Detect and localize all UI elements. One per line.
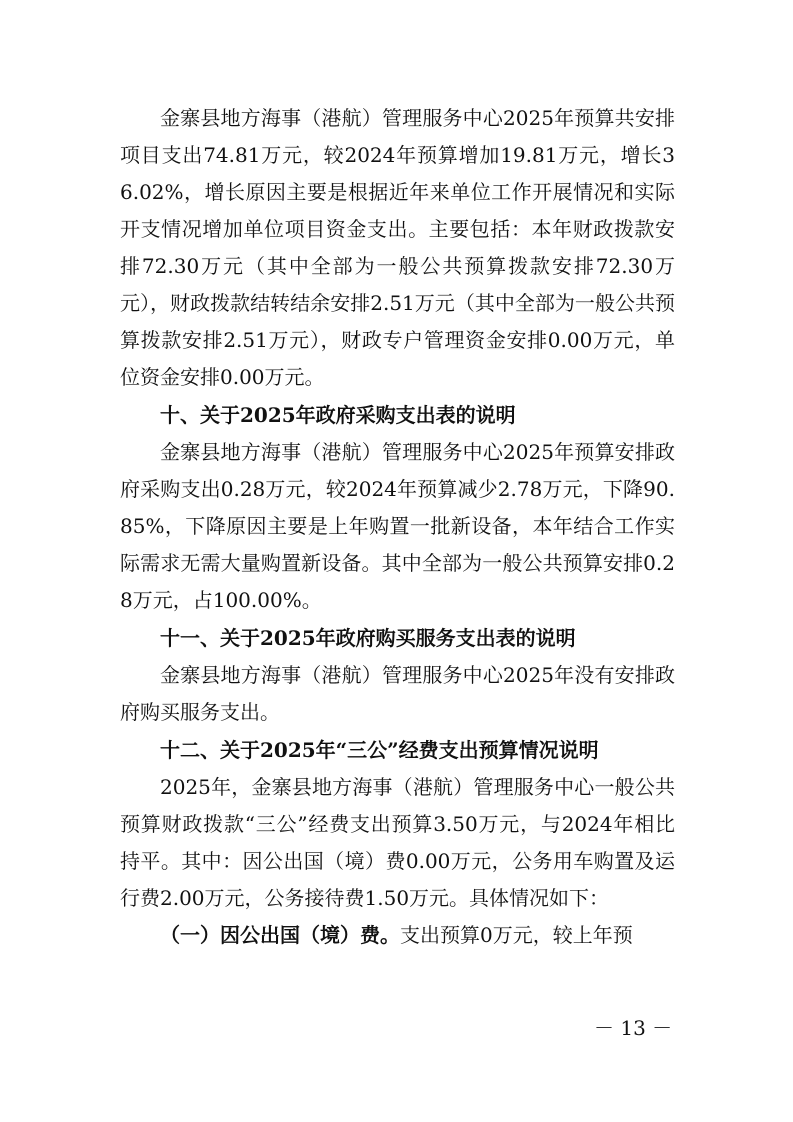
overseas-travel-text: 支出预算0万元，较上年预 xyxy=(400,923,633,947)
heading-section-11: 十一、关于2025年政府购买服务支出表的说明 xyxy=(160,626,576,650)
subheading-overseas-travel: （一）因公出国（境）费。 xyxy=(160,923,400,947)
paragraph-government-service-purchase: 金寨县地方海事（港航）管理服务中心2025年没有安排政府购买服务支出。 xyxy=(120,663,675,724)
heading-section-12: 十二、关于2025年“三公”经费支出预算情况说明 xyxy=(160,738,599,762)
paragraph-government-procurement: 金寨县地方海事（港航）管理服务中心2025年预算安排政府采购支出0.28万元，较2024年预算减少2.78万元，下降90.85%，下降原因主要是上年购置一批新设备，本年结合工作实际需求无需大量购置新设备。其中全部为一般公共预算安排0.28万元，占100.00%。 xyxy=(120,440,675,612)
paragraph-overseas-travel-expense xyxy=(120,917,675,954)
page-content xyxy=(120,100,675,954)
heading-section-10: 十、关于2025年政府采购支出表的说明 xyxy=(160,403,516,427)
paragraph-project-expenditure: 金寨县地方海事（港航）管理服务中心2025年预算共安排项目支出74.81万元，较2024年预算增加19.81万元，增长36.02%，增长原因主要是根据近年来单位工作开展情况和实际开支情况增加单位项目资金支出。主要包括：本年财政拨款安排72.30万元（其中全部为一般公共预算拨款安排72.30万元），财政拨款结转结余安排2.51万元（其中全部为一般公共预算拨款安排2.51万元），财政专户管理资金安排0.00万元，单位资金安排0.00万元。 xyxy=(120,106,675,389)
paragraph-three-public-expenses: 2025年，金寨县地方海事（港航）管理服务中心一般公共预算财政拨款“三公”经费支出预算3.50万元，与2024年相比持平。其中：因公出国（境）费0.00万元，公务用车购置及运行费2.00万元，公务接待费1.50万元。具体情况如下： xyxy=(120,775,675,910)
page-number: － 13 － xyxy=(594,1016,673,1040)
